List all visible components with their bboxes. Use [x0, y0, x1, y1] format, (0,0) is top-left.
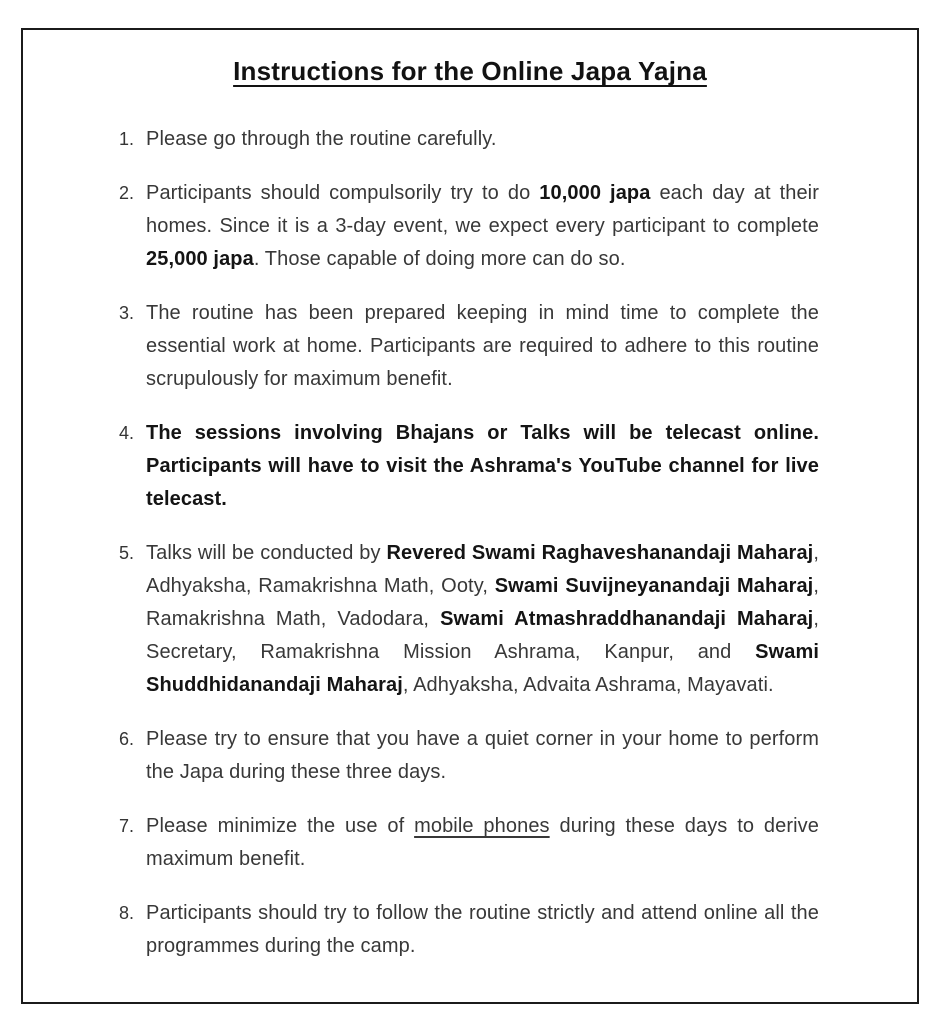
text-segment-bold: The sessions involving Bhajans or Talks will be telecast online. Participants will have to visit the Ashrama's YouTube channel for live telecast. [146, 422, 819, 510]
item-number: 8. [118, 903, 134, 923]
text-segment: each day at their homes. Since it is a 3-day event, we expect every participant to complete [146, 182, 819, 237]
text-segment: Participants should try to follow the routine strictly and attend online all the programmes during the camp. [146, 902, 819, 957]
item-number: 7. [118, 816, 134, 836]
text-segment-bold: Swami Suvijneyanandaji Maharaj [494, 575, 814, 597]
text-segment-bold: 25,000 japa [146, 248, 254, 270]
text-segment-underline: mobile phones [414, 815, 550, 837]
item-number: 6. [118, 729, 134, 749]
text-segment: , Secretary, Ramakrishna Mission Ashrama, Kanpur, and [146, 608, 820, 663]
text-segment: . Those capable of doing more can do so. [253, 248, 626, 270]
item-number: 4. [118, 423, 134, 443]
text-segment: during these days to derive maximum benefit. [146, 815, 819, 870]
item-text [146, 123, 819, 156]
text-segment: Talks will be conducted by [146, 542, 387, 564]
text-segment: Please minimize the use of [146, 815, 415, 837]
text-segment-bold: Revered Swami Raghaveshanandaji Maharaj [386, 542, 814, 564]
instruction-item-2 [109, 177, 819, 276]
text-segment-bold: Swami Atmashraddhanandaji Maharaj [440, 608, 814, 630]
item-text [146, 810, 819, 876]
item-text [146, 723, 819, 789]
instruction-item-4 [109, 417, 819, 516]
instruction-item-6 [109, 723, 819, 789]
text-segment: , Adhyaksha, Advaita Ashrama, Mayavati. [402, 674, 774, 696]
item-text [146, 537, 819, 702]
instruction-item-5 [109, 537, 819, 702]
item-number: 3. [118, 303, 134, 323]
instruction-item-8 [109, 897, 819, 963]
item-text [146, 297, 819, 396]
item-text [146, 177, 819, 276]
text-segment: The routine has been prepared keeping in mind time to complete the essential work at home. Participants are required to adhere to this routine scrupulously for maximum benefit. [146, 302, 819, 390]
document-page [21, 28, 919, 1004]
instruction-item-1 [109, 123, 819, 156]
text-segment-bold: Swami Shuddhidanandaji Maharaj [146, 641, 819, 696]
item-number: 1. [118, 129, 134, 149]
item-number: 2. [118, 183, 134, 203]
item-number: 5. [118, 543, 134, 563]
text-segment: Please try to ensure that you have a quiet corner in your home to perform the Japa during these three days. [146, 728, 819, 783]
instruction-list [23, 123, 917, 963]
instruction-item-7 [109, 810, 819, 876]
item-text [146, 897, 819, 963]
text-segment: , Ramakrishna Math, Vadodara, [146, 575, 819, 630]
text-segment: , Adhyaksha, Ramakrishna Math, Ooty, [146, 542, 819, 597]
text-segment: Participants should compulsorily try to do [146, 182, 540, 204]
text-segment-bold: 10,000 japa [539, 182, 651, 204]
item-text [146, 417, 819, 516]
document-title: Instructions for the Online Japa Yajna [233, 56, 707, 86]
instruction-item-3 [109, 297, 819, 396]
text-segment: Please go through the routine carefully. [146, 128, 497, 150]
